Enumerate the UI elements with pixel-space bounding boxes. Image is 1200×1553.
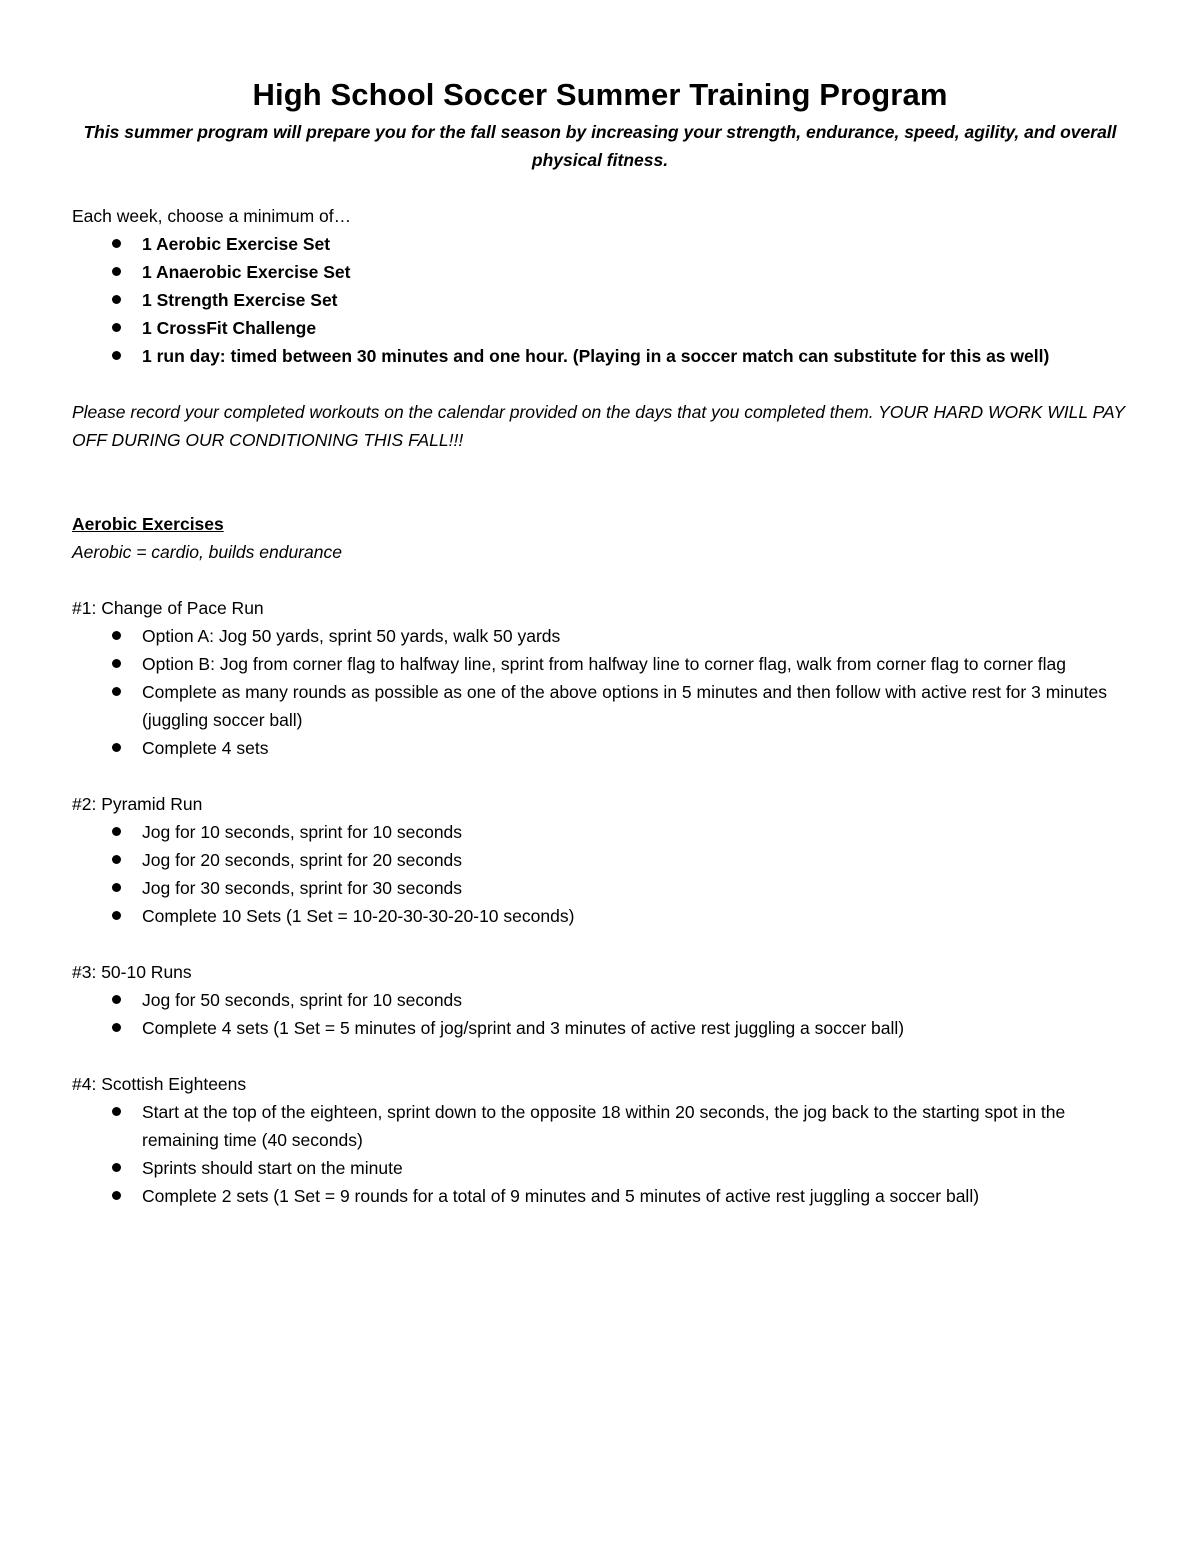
- list-item: 1 CrossFit Challenge: [72, 314, 1128, 342]
- list-item: Jog for 10 seconds, sprint for 10 seconds: [72, 818, 1128, 846]
- spacer: [72, 566, 1128, 594]
- bullet-icon: [112, 1107, 121, 1116]
- spacer: [72, 454, 1128, 510]
- list-item: Sprints should start on the minute: [72, 1154, 1128, 1182]
- spacer: [72, 930, 1128, 958]
- list-item: Complete 10 Sets (1 Set = 10-20-30-30-20-10 seconds): [72, 902, 1128, 930]
- exercise-title: #2: Pyramid Run: [72, 794, 203, 814]
- bullet-icon: [112, 295, 121, 304]
- list-item: Option B: Jog from corner flag to halfway line, sprint from halfway line to corner flag, walk from corner flag to corner flag: [72, 650, 1128, 678]
- weekly-intro: Each week, choose a minimum of…: [72, 206, 352, 226]
- record-note: Please record your completed workouts on the calendar provided on the days that you completed them. YOUR HARD WORK WILL PAY OFF DURING OUR CONDITIONING THIS FALL!!!: [72, 402, 1125, 450]
- list-item: 1 Strength Exercise Set: [72, 286, 1128, 314]
- document-subtitle: This summer program will prepare you for the fall season by increasing your strength, endurance, speed, agility, and overall physical fitness.: [83, 122, 1117, 170]
- bullet-icon: [112, 267, 121, 276]
- spacer: [72, 370, 1128, 398]
- list-item: Complete 2 sets (1 Set = 9 rounds for a total of 9 minutes and 5 minutes of active rest juggling a soccer ball): [72, 1182, 1128, 1210]
- section-description-aerobic: Aerobic = cardio, builds endurance: [72, 542, 342, 562]
- spacer: [72, 1042, 1128, 1070]
- bullet-icon: [112, 631, 121, 640]
- weekly-requirements-list: [72, 230, 1128, 370]
- list-item: Start at the top of the eighteen, sprint down to the opposite 18 within 20 seconds, the jog back to the starting spot in the remaining time (40 seconds): [72, 1098, 1128, 1154]
- bullet-icon: [112, 743, 121, 752]
- bullet-icon: [112, 1023, 121, 1032]
- list-item: 1 Anaerobic Exercise Set: [72, 258, 1128, 286]
- bullet-icon: [112, 911, 121, 920]
- bullet-icon: [112, 855, 121, 864]
- bullet-icon: [112, 659, 121, 668]
- bullet-icon: [112, 239, 121, 248]
- exercise-steps-list: [72, 818, 1128, 930]
- list-item: 1 run day: timed between 30 minutes and one hour. (Playing in a soccer match can substitute for this as well): [72, 342, 1128, 370]
- bullet-icon: [112, 827, 121, 836]
- bullet-icon: [112, 687, 121, 696]
- list-item: Complete 4 sets (1 Set = 5 minutes of jog/sprint and 3 minutes of active rest juggling a soccer ball): [72, 1014, 1128, 1042]
- list-item: Jog for 50 seconds, sprint for 10 seconds: [72, 986, 1128, 1014]
- bullet-icon: [112, 1191, 121, 1200]
- bullet-icon: [112, 883, 121, 892]
- spacer: [72, 762, 1128, 790]
- list-item: Jog for 20 seconds, sprint for 20 seconds: [72, 846, 1128, 874]
- exercise-title: #4: Scottish Eighteens: [72, 1074, 247, 1094]
- list-item: Complete as many rounds as possible as one of the above options in 5 minutes and then follow with active rest for 3 minutes (juggling soccer ball): [72, 678, 1128, 734]
- bullet-icon: [112, 323, 121, 332]
- document-title: High School Soccer Summer Training Program: [252, 77, 948, 112]
- exercise-steps-list: [72, 622, 1128, 762]
- list-item: Complete 4 sets: [72, 734, 1128, 762]
- section-heading-aerobic: Aerobic Exercises: [72, 514, 224, 534]
- list-item: Jog for 30 seconds, sprint for 30 seconds: [72, 874, 1128, 902]
- exercise-steps-list: [72, 1098, 1128, 1210]
- exercise-title: #3: 50-10 Runs: [72, 962, 192, 982]
- exercise-title: #1: Change of Pace Run: [72, 598, 264, 618]
- bullet-icon: [112, 351, 121, 360]
- list-item: 1 Aerobic Exercise Set: [72, 230, 1128, 258]
- bullet-icon: [112, 995, 121, 1004]
- exercise-steps-list: [72, 986, 1128, 1042]
- bullet-icon: [112, 1163, 121, 1172]
- list-item: Option A: Jog 50 yards, sprint 50 yards, walk 50 yards: [72, 622, 1128, 650]
